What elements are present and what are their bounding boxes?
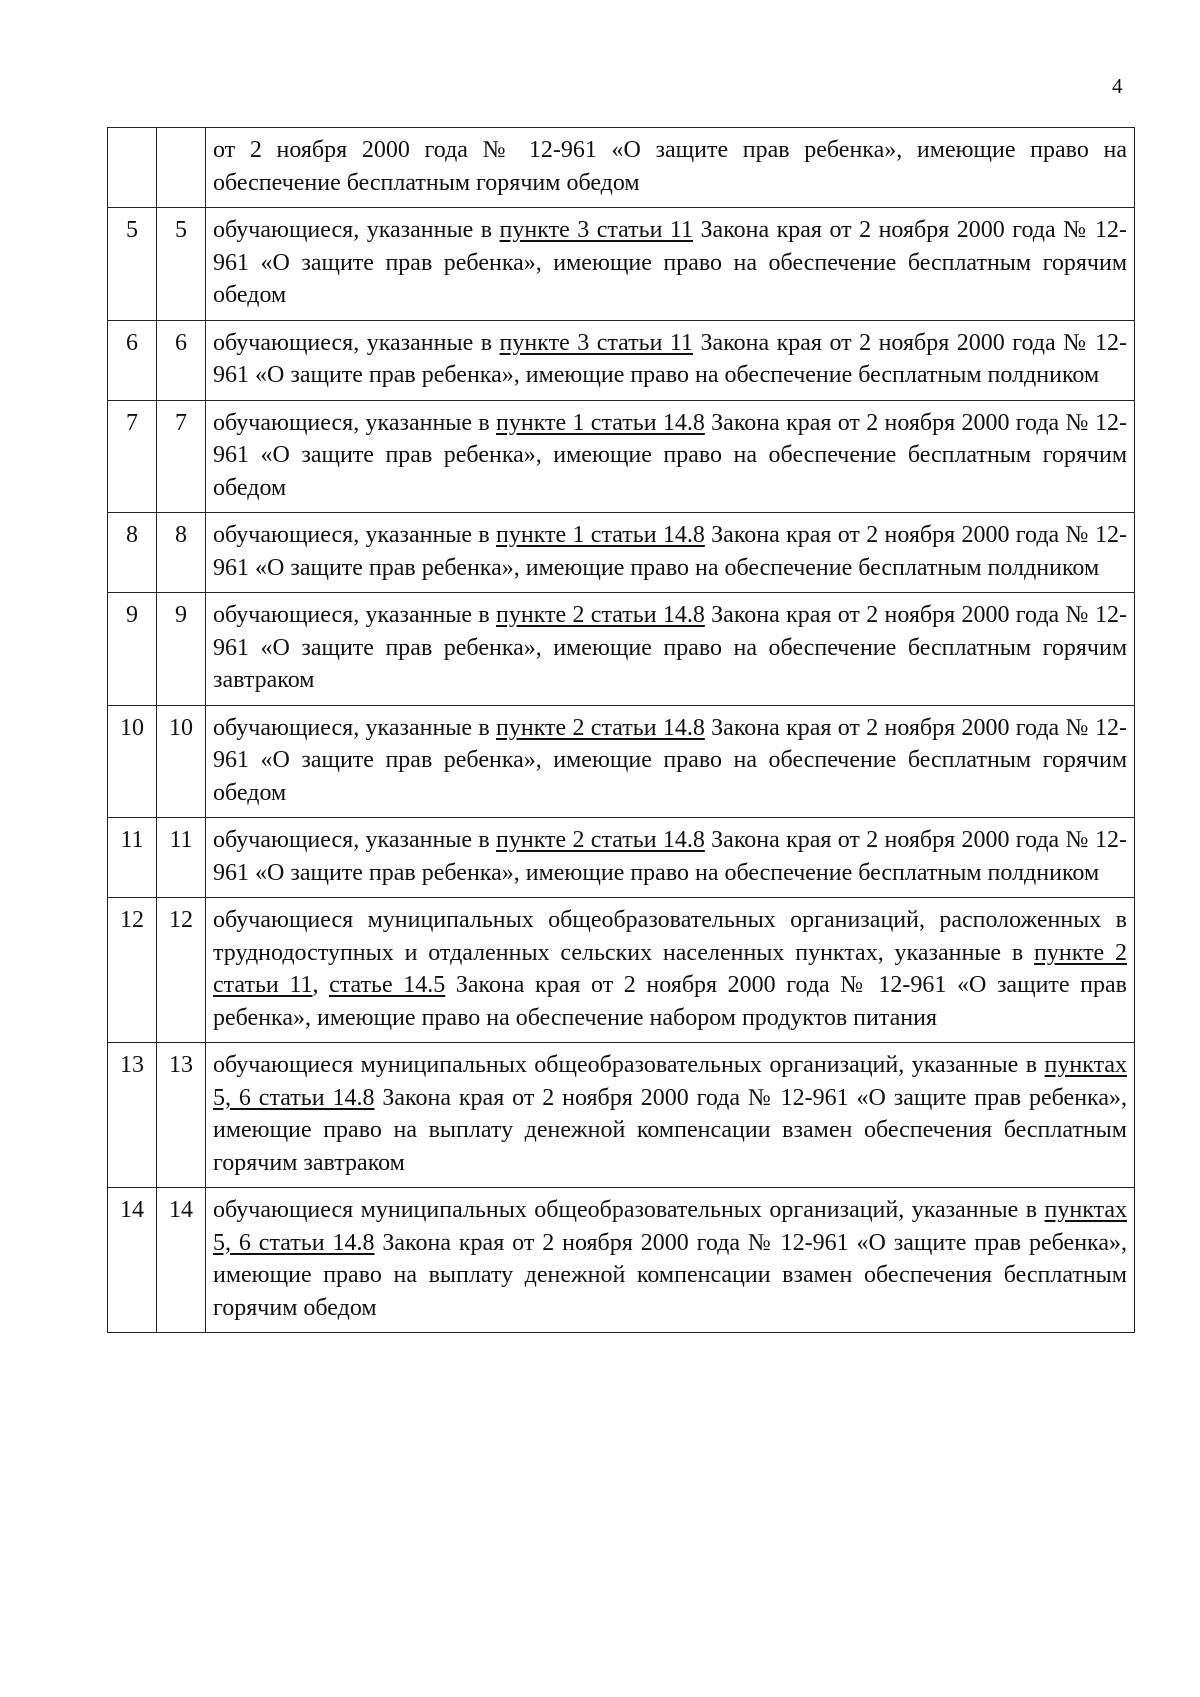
recipient-description-cell — [206, 705, 1135, 818]
table-row — [108, 1188, 1135, 1333]
description-text: обучающиеся, указанные в — [213, 522, 497, 548]
row-number-cell: 7 — [108, 400, 157, 513]
row-code-cell — [157, 128, 206, 208]
recipient-description-cell — [206, 818, 1135, 898]
law-reference-link[interactable]: пункте 1 статьи 14.8 — [496, 522, 705, 548]
description-text: от 2 ноября 2000 года № 12-961 «О защите прав ребенка», имеющие право на обеспечение бесплатным горячим обедом — [213, 137, 1127, 196]
description-text: обучающиеся, указанные в — [213, 714, 497, 741]
row-code-cell: 5 — [157, 208, 206, 321]
row-code-cell: 13 — [157, 1043, 206, 1188]
table-row — [108, 593, 1135, 706]
recipient-description-cell — [206, 400, 1135, 513]
table-row — [108, 513, 1135, 593]
description-text: Закона края от 2 ноября 2000 года № 12-961 «О защите прав ребенка», имеющие право на обеспечение бесплатным полдником — [213, 522, 1128, 581]
description-text: Закона края от 2 ноября 2000 года № 12-961 «О защите прав ребенка», имеющие право на обеспечение набором продуктов питания — [213, 972, 1127, 1031]
row-number-cell: 6 — [108, 320, 157, 400]
table-row — [108, 705, 1135, 818]
law-reference-link[interactable]: пункте 3 статьи 11 — [499, 329, 694, 356]
law-reference-link[interactable]: пункте 1 статьи 14.8 — [496, 409, 705, 436]
law-reference-link[interactable]: пункте 2 статьи 14.8 — [496, 827, 705, 853]
row-number-cell: 9 — [108, 593, 157, 706]
description-text: Закона края от 2 ноября 2000 года № 12-961 «О защите прав ребенка», имеющие право на обеспечение бесплатным горячим обедом — [213, 409, 1128, 501]
row-code-cell: 8 — [157, 513, 206, 593]
table-body — [108, 128, 1135, 1333]
row-number-cell: 13 — [108, 1043, 157, 1188]
row-code-cell: 7 — [157, 400, 206, 513]
row-code-cell: 6 — [157, 320, 206, 400]
row-number-cell — [108, 128, 157, 208]
law-reference-link[interactable]: пункте 3 статьи 11 — [499, 217, 694, 243]
recipient-description-cell — [206, 513, 1135, 593]
description-text: обучающиеся, указанные в — [213, 409, 497, 436]
description-text: , — [312, 972, 330, 998]
row-number-cell: 12 — [108, 898, 157, 1043]
table-row — [108, 1043, 1135, 1188]
recipient-description-cell — [206, 593, 1135, 706]
description-text: Закона края от 2 ноября 2000 года № 12-961 «О защите прав ребенка», имеющие право на выплату денежной компенсации взамен обеспечения бесплатным горячим обедом — [213, 1229, 1128, 1321]
page-number: 4 — [1112, 74, 1123, 98]
law-reference-link[interactable]: пункте 2 статьи 14.8 — [496, 714, 705, 741]
description-text: Закона края от 2 ноября 2000 года № 12-961 «О защите прав ребенка», имеющие право на обеспечение бесплатным полдником — [213, 827, 1128, 886]
row-code-cell: 9 — [157, 593, 206, 706]
recipients-table — [107, 127, 1135, 1333]
row-number-cell: 10 — [108, 705, 157, 818]
table-row — [108, 898, 1135, 1043]
description-text: обучающиеся, указанные в — [213, 827, 497, 853]
description-text: Закона края от 2 ноября 2000 года № 12-961 «О защите прав ребенка», имеющие право на обеспечение бесплатным горячим обедом — [213, 217, 1127, 308]
law-reference-link[interactable]: пункте 2 статьи 14.8 — [496, 602, 705, 628]
recipient-description-cell — [206, 208, 1135, 321]
law-reference-link[interactable]: статье 14.5 — [329, 972, 446, 998]
recipient-description-cell — [206, 128, 1135, 208]
row-code-cell: 10 — [157, 705, 206, 818]
row-number-cell: 14 — [108, 1188, 157, 1333]
recipient-description-cell — [206, 1188, 1135, 1333]
law-reference-link[interactable]: пункте 2 статьи 11 — [213, 939, 1128, 998]
table-row — [108, 818, 1135, 898]
description-text: Закона края от 2 ноября 2000 года № 12-961 «О защите прав ребенка», имеющие право на обеспечение бесплатным горячим завтраком — [213, 602, 1128, 693]
description-text: Закона края от 2 ноября 2000 года № 12-961 «О защите прав ребенка», имеющие право на обеспечение бесплатным полдником — [213, 329, 1127, 388]
description-text: обучающиеся, указанные в — [213, 329, 500, 356]
table-row — [108, 400, 1135, 513]
row-code-cell: 14 — [157, 1188, 206, 1333]
law-reference-link[interactable]: пунктах 5, 6 статьи 14.8 — [213, 1052, 1127, 1111]
table-row — [108, 320, 1135, 400]
description-text: обучающиеся муниципальных общеобразовательных организаций, указанные в — [213, 1197, 1045, 1223]
row-code-cell: 11 — [157, 818, 206, 898]
description-text: обучающиеся муниципальных общеобразовательных организаций, указанные в — [213, 1052, 1045, 1078]
row-number-cell: 11 — [108, 818, 157, 898]
description-text: Закона края от 2 ноября 2000 года № 12-961 «О защите прав ребенка», имеющие право на выплату денежной компенсации взамен обеспечения бесплатным горячим завтраком — [213, 1084, 1128, 1176]
table-row — [108, 128, 1135, 208]
description-text: Закона края от 2 ноября 2000 года № 12-961 «О защите прав ребенка», имеющие право на обеспечение бесплатным горячим обедом — [213, 714, 1128, 806]
law-reference-link[interactable]: пунктах 5, 6 статьи 14.8 — [213, 1197, 1127, 1256]
row-code-cell: 12 — [157, 898, 206, 1043]
table-row — [108, 208, 1135, 321]
description-text: обучающиеся, указанные в — [213, 217, 500, 243]
recipient-description-cell — [206, 320, 1135, 400]
description-text: обучающиеся муниципальных общеобразовательных организаций, расположенных в труднодоступных и отдаленных сельских населенных пунктах, указанные в — [213, 907, 1127, 966]
row-number-cell: 8 — [108, 513, 157, 593]
description-text: обучающиеся, указанные в — [213, 602, 497, 628]
recipient-description-cell — [206, 898, 1135, 1043]
recipient-description-cell — [206, 1043, 1135, 1188]
row-number-cell: 5 — [108, 208, 157, 321]
